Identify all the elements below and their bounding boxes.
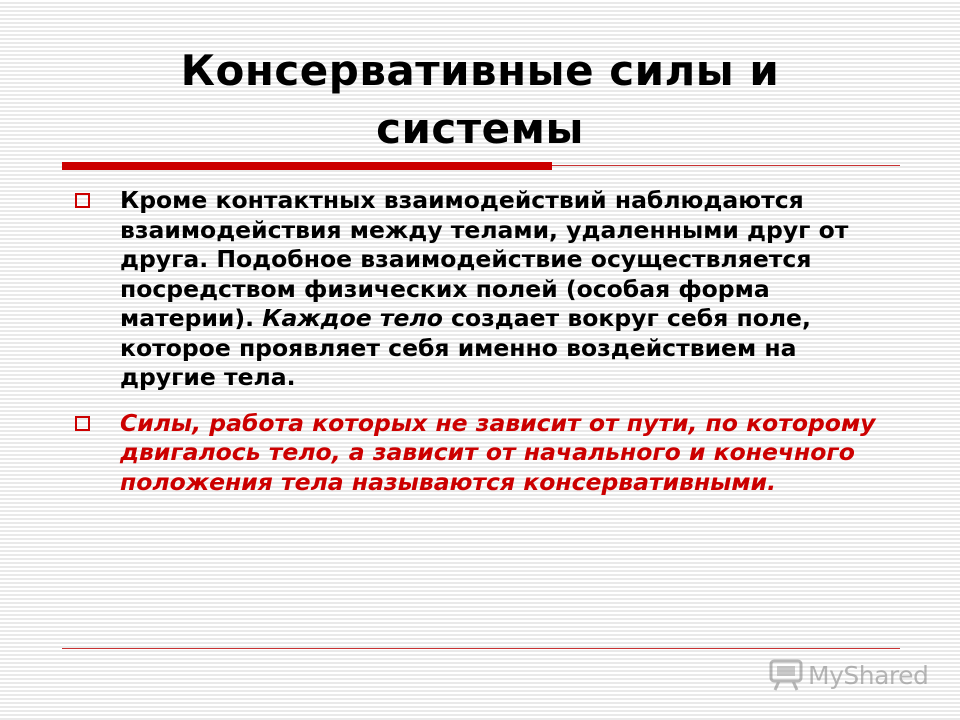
bullet-item-2 (75, 409, 895, 498)
bullet-1-text-part-1: Кроме контактных взаимодействий наблюдаются взаимодействия между телами, удаленными друг от друга. Подобное взаимодействие осуществляется посредством физических полей (особая форма материи). (120, 186, 849, 332)
slide-title-line-1: Консервативные силы и (180, 46, 780, 95)
footer-divider (62, 648, 900, 649)
presentation-screen-icon (768, 658, 804, 692)
slide-title-line-2: системы (376, 104, 584, 153)
watermark-label: MyShared (808, 660, 929, 690)
bullet-1-italic-phrase: Каждое тело (262, 304, 443, 332)
slide-title (60, 42, 900, 158)
watermark (768, 655, 928, 695)
bullet-1-text-part-2: создает вокруг себя поле, которое проявляет себя именно воздействием на другие тела. (120, 304, 811, 391)
title-underline-accent (62, 162, 552, 170)
hollow-square-bullet-icon (75, 416, 90, 431)
hollow-square-bullet-icon (75, 193, 90, 208)
bullet-2-text: Силы, работа которых не зависит от пути, по которому двигалось тело, а зависит от начального и конечного положения тела называются консервативными. (120, 408, 876, 496)
bullet-item-1 (75, 186, 895, 393)
bullet-list (75, 186, 895, 513)
